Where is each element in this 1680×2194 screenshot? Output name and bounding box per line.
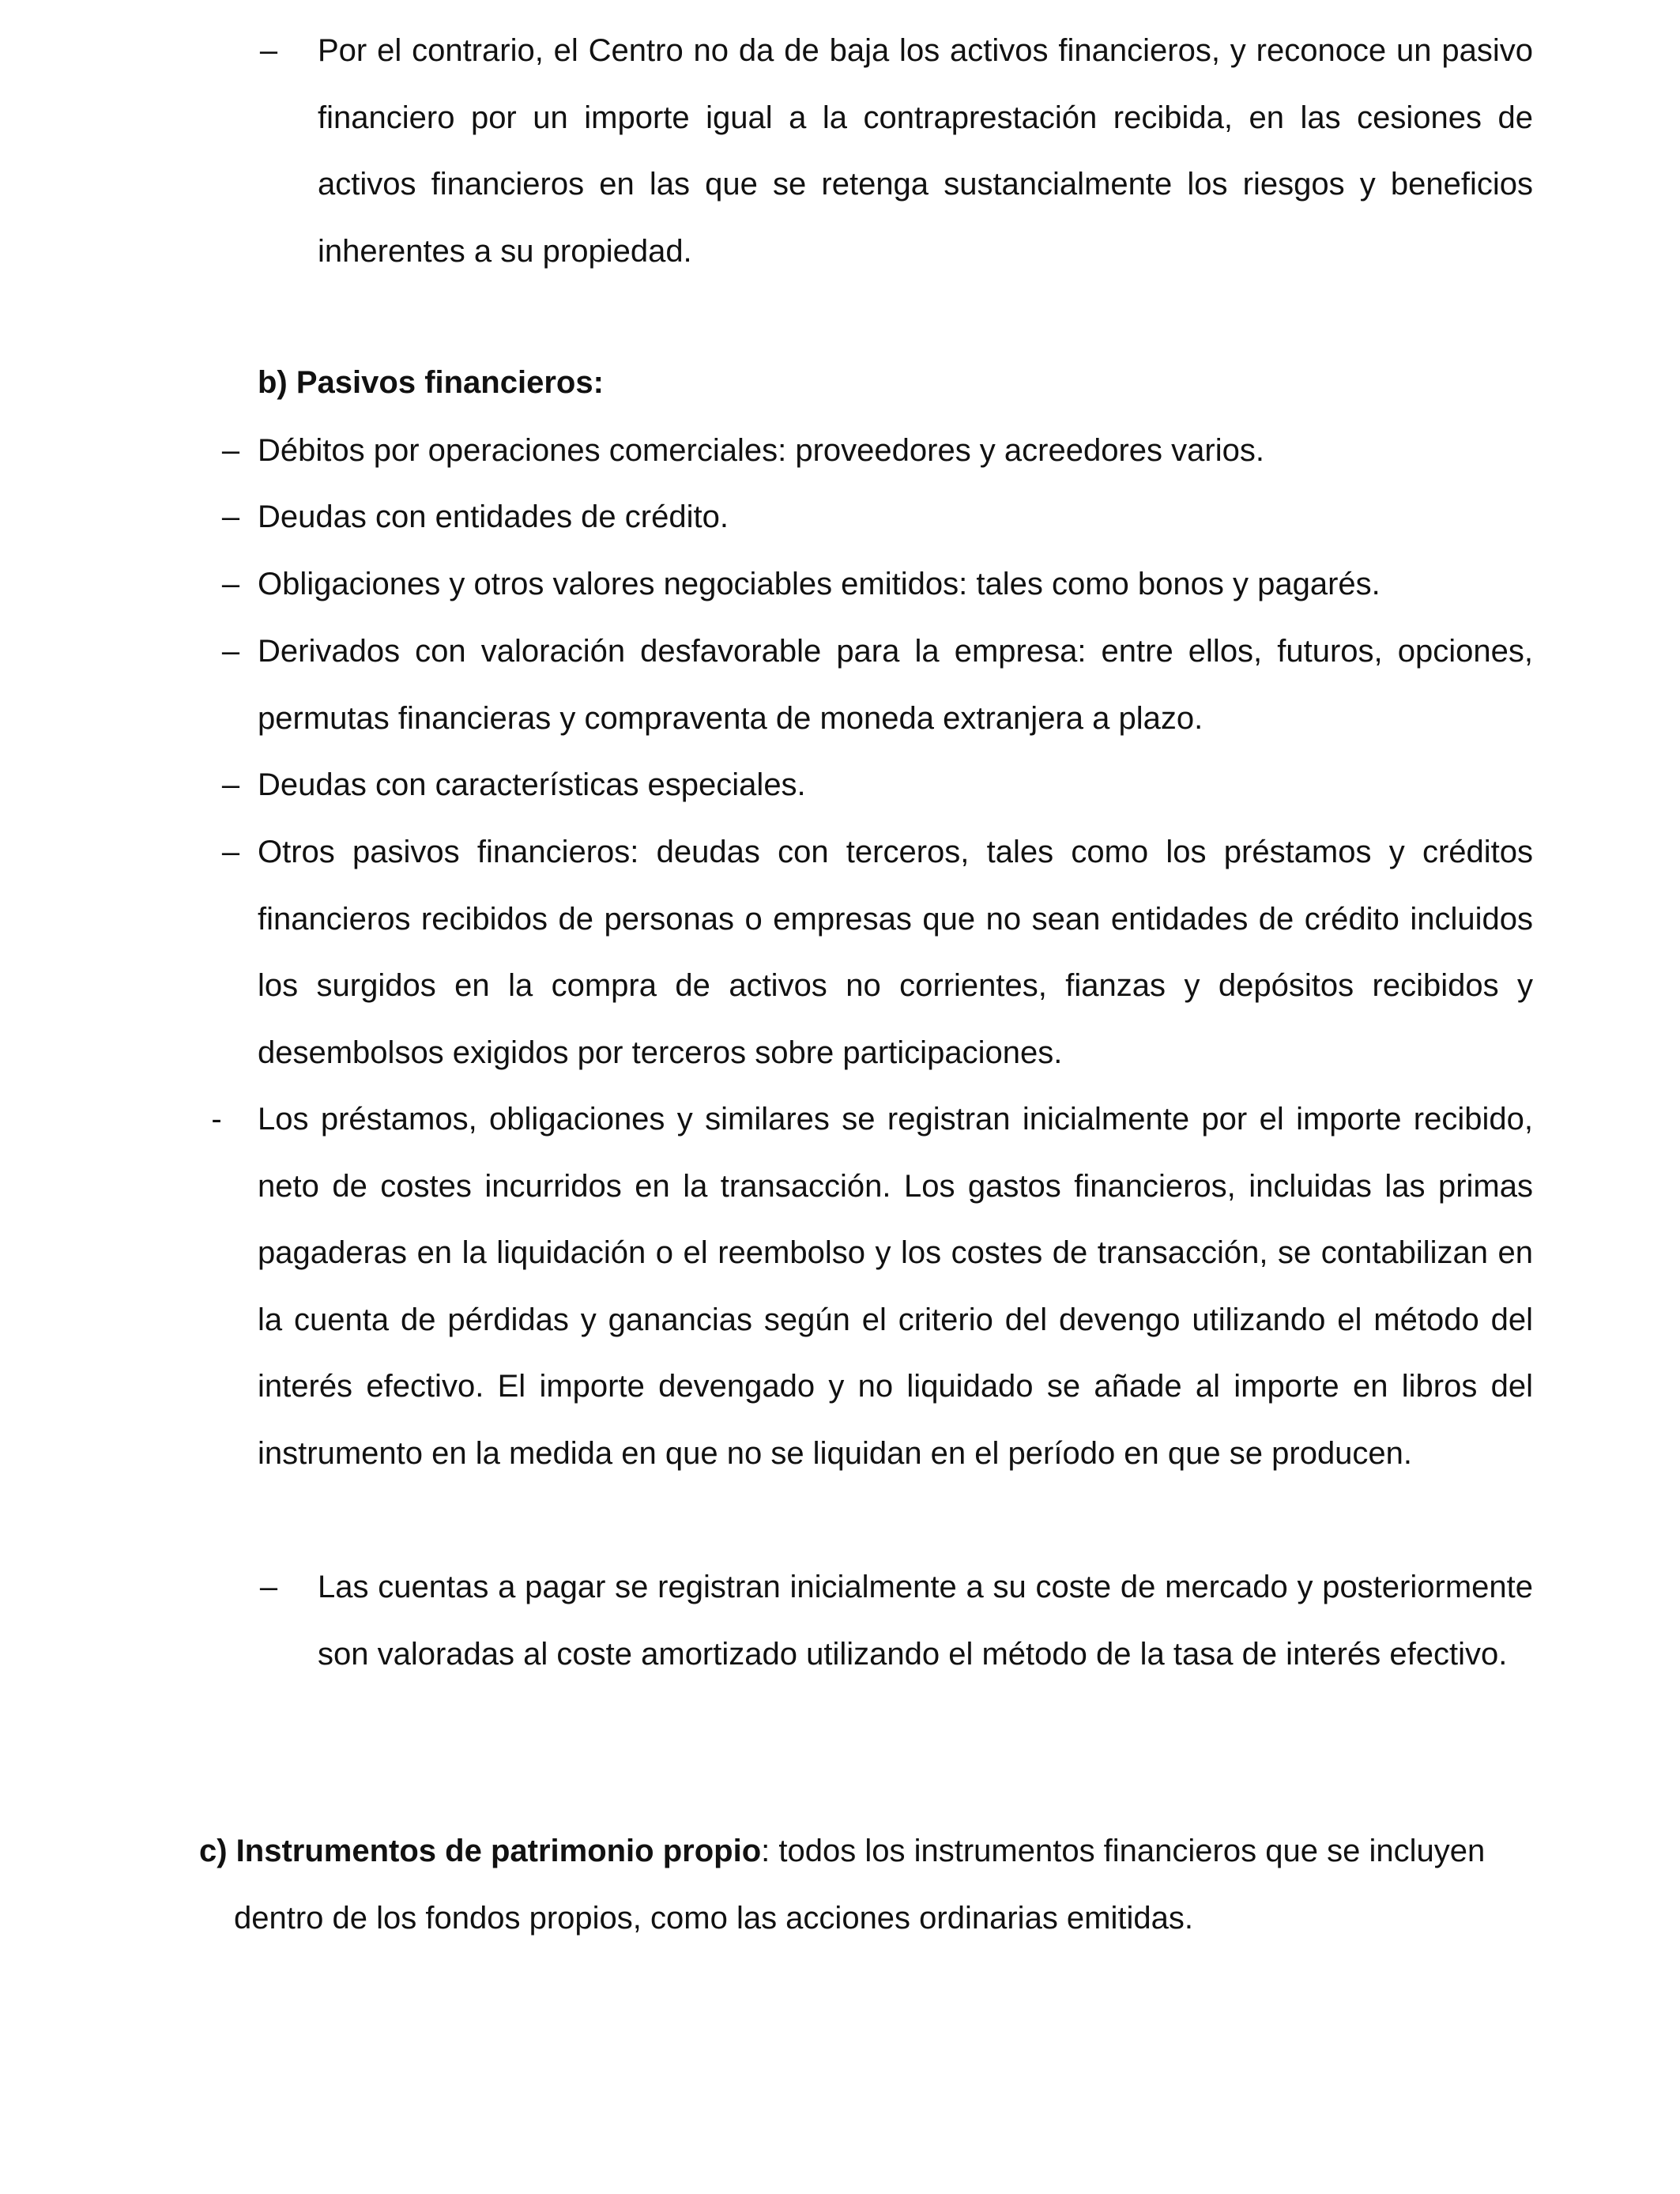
list-item (258, 551, 1533, 618)
list-bullet: – (259, 1570, 278, 1604)
section-heading-b: b) Pasivos financieros: (258, 365, 604, 400)
section-heading-c: c) Instrumentos de patrimonio propio (199, 1834, 762, 1868)
list-bullet: - (211, 1102, 222, 1137)
section-c-text (199, 1818, 1543, 1951)
list-bullet: – (221, 767, 240, 802)
list-item (258, 819, 1533, 1086)
list-item-text: Otros pasivos financieros: deudas con terceros, tales como los préstamos y créditos financieros recibidos de personas o empresas que no sean entidades de crédito incluidos los surgidos en la compra de activos no corrientes, fianzas y depósitos recibidos y desembolsos exigidos por terceros sobre participaciones. (258, 835, 1533, 1070)
section-c-body: : todos los instrumentos financieros que se incluyen dentro de los fondos propios, como las acciones ordinarias emitidas. (234, 1834, 1486, 1936)
list-bullet: – (221, 567, 240, 601)
list-bullet: – (259, 33, 278, 68)
list-bullet: – (221, 835, 240, 869)
list-item (258, 1086, 1533, 1487)
list-item-text: Por el contrario, el Centro no da de baja los activos financieros, y reconoce un pasivo financiero por un importe igual a la contraprestación recibida, en las cesiones de activos financieros en las que se retenga sustancialmente los riesgos y beneficios inherentes a su propiedad. (318, 33, 1533, 269)
list-item-text: Deudas con características especiales. (258, 767, 806, 802)
list-bullet: – (221, 433, 240, 468)
section-c-paragraph (199, 1818, 1543, 1951)
list-item-text: Obligaciones y otros valores negociables emitidos: tales como bonos y pagarés. (258, 567, 1381, 601)
list-item (258, 417, 1533, 484)
list-bullet: – (221, 499, 240, 534)
list-item (258, 752, 1533, 819)
list-item-text: Las cuentas a pagar se registran inicialmente a su coste de mercado y posteriormente son valoradas al coste amortizado utilizando el método de la tasa de interés efectivo. (318, 1570, 1533, 1672)
list-item-text: Deudas con entidades de crédito. (258, 499, 729, 534)
list-item-text: Los préstamos, obligaciones y similares se registran inicialmente por el importe recibido, neto de costes incurridos en la transacción. Los gastos financieros, incluidas las primas pagaderas en la liquidación o el reembolso y los costes de transacción, se contabilizan en la cuenta de pérdidas y ganancias según el criterio del devengo utilizando el método del interés efectivo. El importe devengado y no liquidado se añade al importe en libros del instrumento en la medida en que no se liquidan en el período en que se producen. (258, 1102, 1533, 1471)
list-bullet: – (221, 634, 240, 669)
list-item (318, 17, 1533, 285)
list-item-text: Débitos por operaciones comerciales: proveedores y acreedores varios. (258, 433, 1264, 468)
list-item-text: Derivados con valoración desfavorable para la empresa: entre ellos, futuros, opciones, permutas financieras y compraventa de moneda extranjera a plazo. (258, 634, 1533, 736)
list-item (318, 1554, 1533, 1687)
list-item (258, 484, 1533, 551)
list-item (258, 618, 1533, 752)
